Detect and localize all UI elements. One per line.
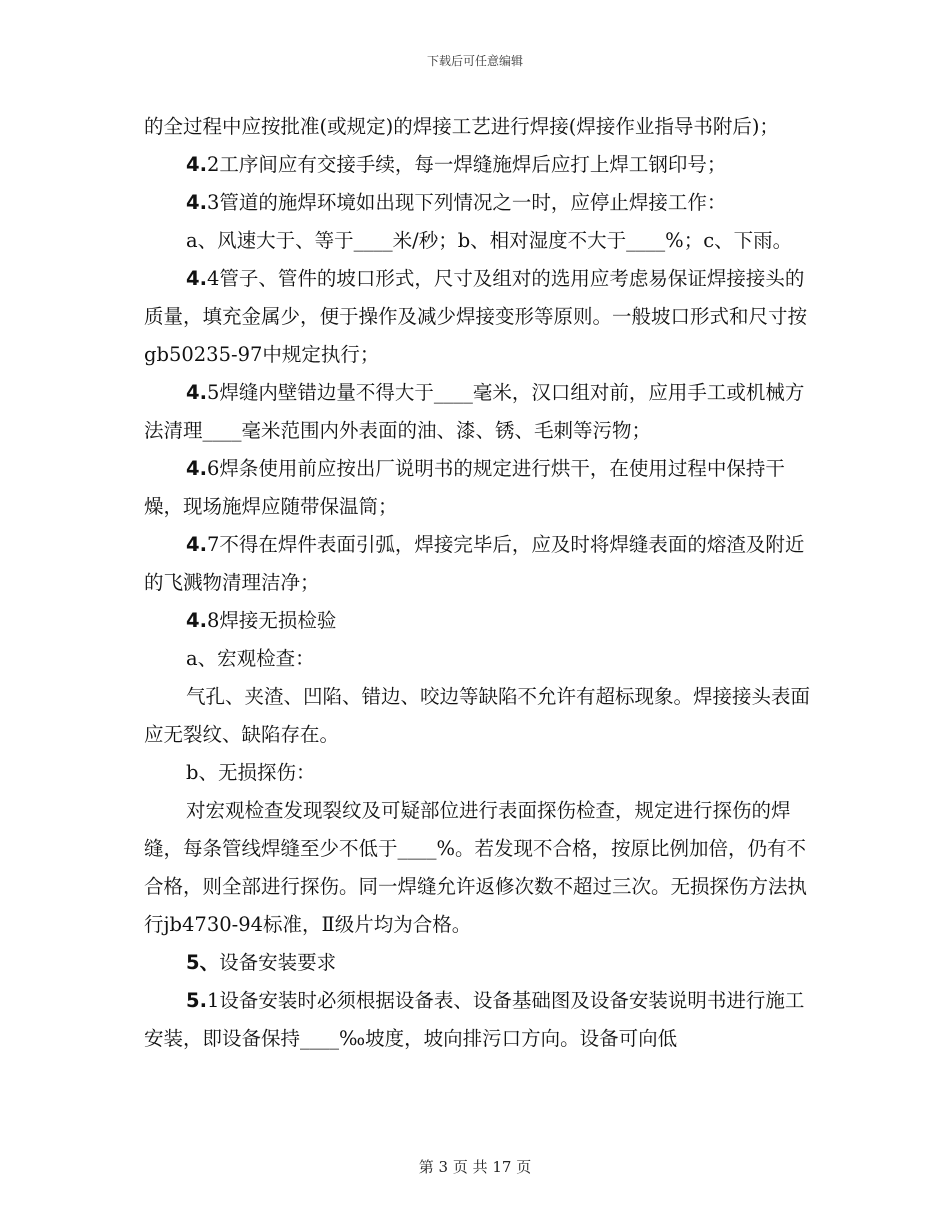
paragraph-text: a、风速大于、等于____米/秒；b、相对湿度不大于____%；c、下雨。 <box>186 229 793 252</box>
paragraph <box>144 602 814 640</box>
section-number: 5、 <box>186 951 220 974</box>
paragraph <box>144 754 814 792</box>
paragraph <box>144 260 814 374</box>
paragraph-text: 2工序间应有交接手续，每一焊缝施焊后应打上焊工钢印号； <box>206 153 727 176</box>
paragraph-text: 设备安装要求 <box>219 951 337 974</box>
paragraph-text: 3管道的施焊环境如出现下列情况之一时，应停止焊接工作： <box>206 191 727 214</box>
paragraph <box>144 374 814 450</box>
paragraph <box>144 982 814 1058</box>
section-number: 4. <box>186 267 207 290</box>
paragraph <box>144 640 814 678</box>
paragraph-text: 1设备安装时必须根据设备表、设备基础图及设备安装说明书进行施工安装，即设备保持____‰坡度，坡向排污口方向。设备可向低 <box>144 989 805 1050</box>
page-header: 下载后可任意编辑 <box>426 54 523 68</box>
section-number: 4. <box>186 609 207 632</box>
paragraph <box>144 678 814 754</box>
paragraph <box>144 450 814 526</box>
section-number: 4. <box>186 153 207 176</box>
section-number: 5. <box>186 989 207 1012</box>
paragraph-text: 的全过程中应按批准(或规定)的焊接工艺进行焊接(焊接作业指导书附后)； <box>144 115 779 138</box>
paragraph-text: 5焊缝内壁错边量不得大于____毫米，汉口组对前，应用手工或机械方法清理____毫米范围内外表面的油、漆、锈、毛刺等污物； <box>144 381 805 442</box>
paragraph <box>144 222 814 260</box>
paragraph-text: b、无损探伤： <box>186 761 316 784</box>
paragraph-text: 对宏观检查发现裂纹及可疑部位进行表面探伤检查，规定进行探伤的焊缝，每条管线焊缝至少不低于____%。若发现不合格，按原比例加倍，仍有不合格，则全部进行探伤。同一焊缝允许返修次数不超过三次。无损探伤方法执行jb4730-94标准，Ⅱ级片均为合格。 <box>144 799 808 936</box>
paragraph <box>144 108 814 146</box>
paragraph <box>144 184 814 222</box>
paragraph-text: 7不得在焊件表面引弧，焊接完毕后，应及时将焊缝表面的熔渣及附近的飞溅物清理洁净； <box>144 533 805 594</box>
paragraph <box>144 944 814 982</box>
section-number: 4. <box>186 191 207 214</box>
section-number: 4. <box>186 533 207 556</box>
paragraph-text: 6焊条使用前应按出厂说明书的规定进行烘干，在使用过程中保持干燥，现场施焊应随带保温筒； <box>144 457 785 518</box>
page-footer: 第 3 页 共 17 页 <box>418 1158 532 1176</box>
paragraph <box>144 526 814 602</box>
section-number: 4. <box>186 457 207 480</box>
paragraph <box>144 146 814 184</box>
paragraph-text: a、宏观检查： <box>186 647 315 670</box>
paragraph-text: 4管子、管件的坡口形式，尺寸及组对的选用应考虑易保证焊接接头的质量，填充金属少，便于操作及减少焊接变形等原则。一般坡口形式和尺寸按gb50235-97中规定执行； <box>144 267 808 366</box>
paragraph <box>144 792 814 944</box>
paragraph-text: 8焊接无损检验 <box>206 609 337 632</box>
section-number: 4. <box>186 381 207 404</box>
paragraph-text: 气孔、夹渣、凹陷、错边、咬边等缺陷不允许有超标现象。焊接接头表面应无裂纹、缺陷存在。 <box>144 685 811 746</box>
document-body <box>144 108 814 1058</box>
